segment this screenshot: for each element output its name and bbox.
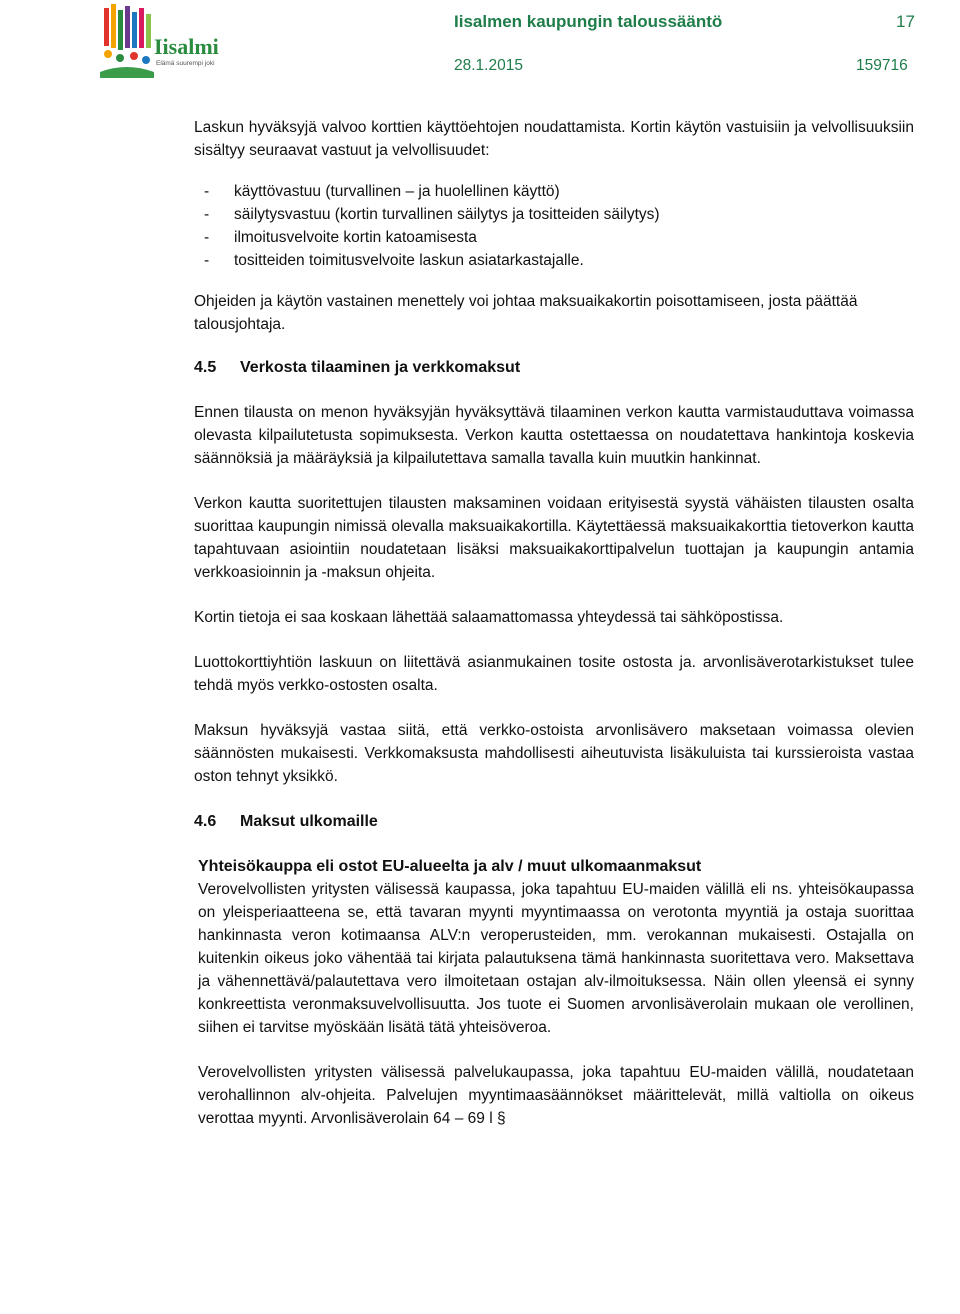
body-paragraph: Kortin tietoja ei saa koskaan lähettää salaamattomassa yhteydessä tai sähköpostissa. xyxy=(194,609,784,626)
section-number: 4.5 xyxy=(194,359,217,376)
body-paragraph: Verkon kautta suoritettujen tilausten maksaminen voidaan erityisestä syystä vähäisten tilausten osalta suorittaa kaupungin nimissä olevalla maksuaikakortilla. Käytettäessä maksuaikakorttia tietoverkon kautta tapahtuvaan asiointiin noudatetaan lisäksi maksuaikakorttipalvelun tuottajan ja kaupungin antamia verkkoasioinnin ja -maksun ohjeita. xyxy=(194,495,914,581)
page-content xyxy=(194,116,914,1130)
body-paragraph: Maksun hyväksyjä vastaa siitä, että verkko-ostoista arvonlisävero maksetaan voimassa olevien säännösten mukaisesti. Verkkomaksusta mahdollisesti aiheutuvista lisäkuluista tai kurssieroista vastaa oston tehnyt yksikkö. xyxy=(194,722,914,785)
body-paragraph: Verovelvollisten yritysten välisessä palvelukaupassa, joka tapahtuu EU-maiden välillä, noudatetaan verohallinnon alv-ohjeita. Palvelujen myyntimaasäännökset määrittelevät, millä valtiolla on oikeus verottaa myynti. Arvonlisäverolain 64 – 69 l § xyxy=(198,1064,914,1127)
body-paragraph: Verovelvollisten yritysten välisessä kaupassa, joka tapahtuu EU-maiden välillä eli ns. yhteisökaupassa on yleisperiaatteena se, että tavaran myynti myyntimaassa on verotonta myyntiä ja ostaja suorittaa hankinnasta veron kotimaansa ALV:n veroperusteiden, mm. verokannan mukaisesti. Ostajalla on kuitenkin oikeus joko vähentää tai kirjata palautuksena tämä hankinnasta suoritettava vero. Maksettava ja vähennettävä/palautettava vero ilmoitetaan ostajan alv-ilmoituksessa. Näin ollen yleensä ei synny konkreettista veronmaksuvelvollisuutta. Jos tuote ei Suomen arvonlisäverolain mukaan ole verollinen, siihen ei tarvitse myöskään lisätä tätä yhteisöveroa. xyxy=(198,881,914,1036)
section-title: Verkosta tilaaminen ja verkkomaksut xyxy=(240,359,521,376)
body-paragraph: Luottokorttiyhtiön laskuun on liitettävä asianmukainen tosite ostosta ja. arvonlisäverotarkistukset tulee tehdä myös verkko-ostosten osalta. xyxy=(194,654,914,694)
intro-paragraph: Laskun hyväksyjä valvoo korttien käyttöehtojen noudattamista. Kortin käytön vastuisiin ja velvollisuuksiin sisältyy seuraavat vastuut ja velvollisuudet: xyxy=(194,119,914,159)
section-heading xyxy=(194,810,914,833)
body-paragraph: Ennen tilausta on menon hyväksyjän hyväksyttävä tilaaminen verkon kautta varmistauduttava voimassa olevasta kilpailutetusta sopimuksesta. Verkon kautta ostettaessa on noudatettava hankintoja koskevia säännöksiä ja määräyksiä ja kilpailutettava samalla tavalla kuin muutkin hankinnat. xyxy=(194,404,914,467)
page-number: 17 xyxy=(896,12,915,31)
list-item: - säilytysvastuu (kortin turvallinen säilytys ja tositteiden säilytys) xyxy=(204,206,660,223)
iisalmi-logo xyxy=(96,2,236,82)
subheading: Yhteisökauppa eli ostot EU-alueelta ja alv / muut ulkomaanmaksut xyxy=(198,858,702,875)
section-heading xyxy=(194,356,914,379)
logo-wordmark: Iisalmi xyxy=(154,34,219,59)
document-title: Iisalmen kaupungin taloussääntö xyxy=(454,12,723,31)
section-title: Maksut ulkomaille xyxy=(240,813,378,830)
document-date: 28.1.2015 xyxy=(454,57,523,74)
intro-note-paragraph: Ohjeiden ja käytön vastainen menettely voi johtaa maksuaikakortin poisottamiseen, josta päättää talousjohtaja. xyxy=(194,293,858,333)
list-item: - tositteiden toimitusvelvoite laskun asiatarkastajalle. xyxy=(204,252,584,269)
logo-tagline: Elämä suurempi joki xyxy=(156,60,215,67)
responsibility-list xyxy=(194,180,914,272)
list-item: - ilmoitusvelvoite kortin katoamisesta xyxy=(204,229,477,246)
document-number: 159716 xyxy=(856,57,908,74)
list-item: - käyttövastuu (turvallinen – ja huolellinen käyttö) xyxy=(204,183,560,200)
logo-emblem xyxy=(100,4,154,78)
section-number: 4.6 xyxy=(194,813,217,830)
